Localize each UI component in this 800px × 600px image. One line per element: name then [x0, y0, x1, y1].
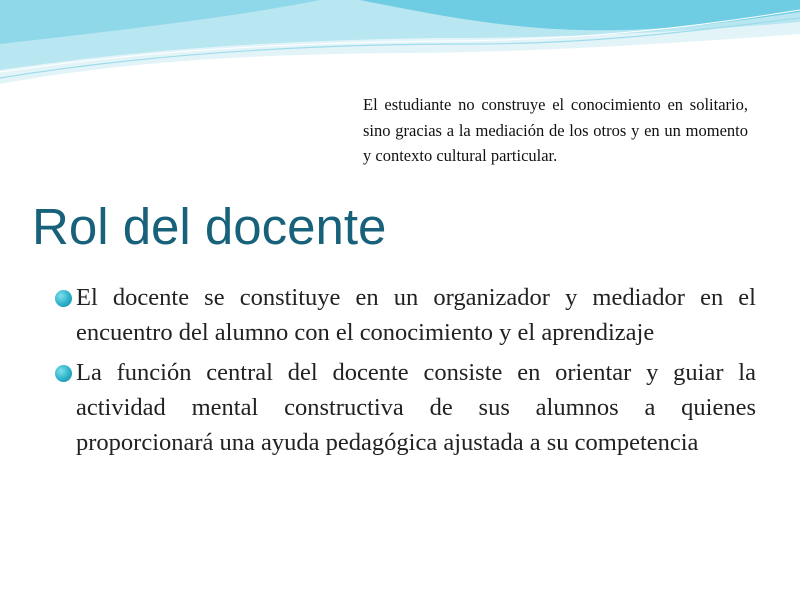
slide-title: Rol del docente: [32, 198, 387, 255]
quote-text: El estudiante no construye el conocimiento en solitario, sino gracias a la mediación de los otros y en un momento y contexto cultural particular.: [363, 95, 748, 165]
bullet-item: [52, 355, 756, 460]
bullet-item: [52, 280, 756, 350]
bullet-dot-icon: [55, 365, 72, 382]
bullet-list: [52, 280, 756, 465]
header-wave-decoration: [0, 0, 800, 100]
bullet-text: La función central del docente consiste en orientar y guiar la actividad mental constructiva de sus alumnos a quienes proporcionará una ayuda pedagógica ajustada a su competencia: [76, 359, 756, 456]
bullet-dot-icon: [55, 290, 72, 307]
bullet-text: El docente se constituye en un organizador y mediador en el encuentro del alumno con el conocimiento y el aprendizaje: [76, 284, 756, 346]
